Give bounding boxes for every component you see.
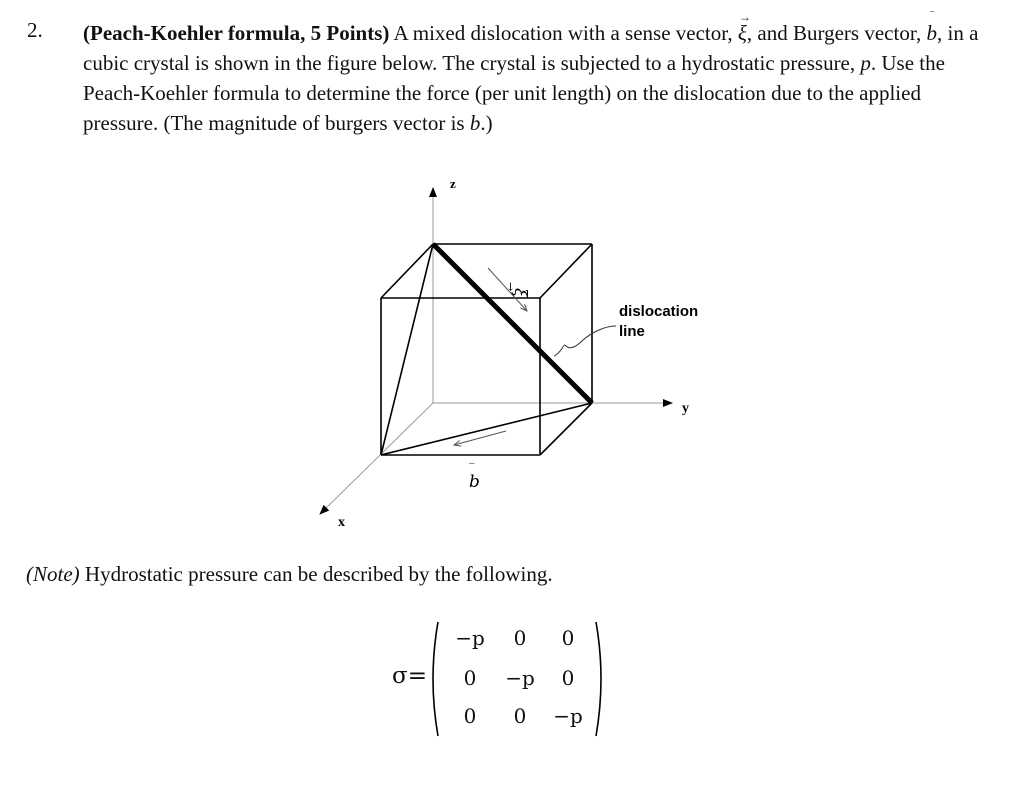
b-arrow: [454, 431, 506, 445]
sigma-symbol: σ=: [392, 663, 427, 689]
note-label: (Note): [26, 562, 80, 586]
matrix-cell-r2c3: 0: [561, 666, 575, 690]
left-bracket: [433, 622, 438, 736]
cube-figure: [300, 160, 740, 530]
problem-text-4: , in a cubic crystal is shown in the figure below. The crystal is subjected to a hydrostatic pressure,: [83, 21, 979, 75]
problem-text-2: , and Burgers: [746, 21, 860, 45]
y-axis-label: y: [682, 401, 689, 416]
note: [26, 562, 553, 587]
stress-matrix: [392, 618, 612, 740]
x-axis: [320, 403, 433, 514]
x-axis-label: x: [338, 515, 345, 530]
problem-statement: [83, 10, 988, 138]
problem-text-1: A mixed dislocation with a sense vector,: [389, 21, 738, 45]
annotation-text-1: dislocation: [619, 303, 699, 320]
z-axis-label: z: [450, 176, 456, 191]
question-number: 2.: [27, 18, 43, 42]
problem-text-5: . Use the Peach-Koehler formula to determine the force (per unit length) on the dislocation due to the applied pressure. (The magnitude of burgers vector is: [83, 51, 945, 135]
matrix-cell-r2c1: 0: [463, 666, 477, 690]
annotation-leader: [554, 326, 616, 356]
matrix-cell-r3c2: 0: [513, 704, 527, 728]
problem-text-6: .): [480, 111, 493, 135]
matrix-cell-r3c3: −p: [553, 704, 583, 728]
b-label-bar: ‾: [469, 462, 475, 475]
xi-label-arrow: →: [504, 282, 517, 292]
problem-text-3: vector,: [864, 21, 927, 45]
p-symbol: p: [860, 51, 871, 75]
b-plain-symbol: b: [469, 111, 481, 135]
matrix-cell-r1c3: 0: [561, 626, 575, 650]
xi-vector-symbol: → ξ: [737, 10, 751, 45]
annotation-text-2: line: [619, 323, 645, 340]
matrix-cell-r2c2: −p: [505, 666, 535, 690]
right-bracket: [596, 622, 601, 736]
matrix-cell-r1c1: −p: [455, 626, 485, 650]
b-label: b: [469, 472, 480, 492]
note-text: Hydrostatic pressure can be described by the following.: [79, 562, 553, 586]
b-vector-symbol: ‾ b: [926, 10, 937, 45]
xi-label: ξ: [510, 288, 530, 298]
problem-title: (Peach-Koehler formula, 5 Points): [83, 21, 390, 45]
matrix-cell-r1c2: 0: [513, 626, 527, 650]
matrix-cell-r3c1: 0: [463, 704, 477, 728]
